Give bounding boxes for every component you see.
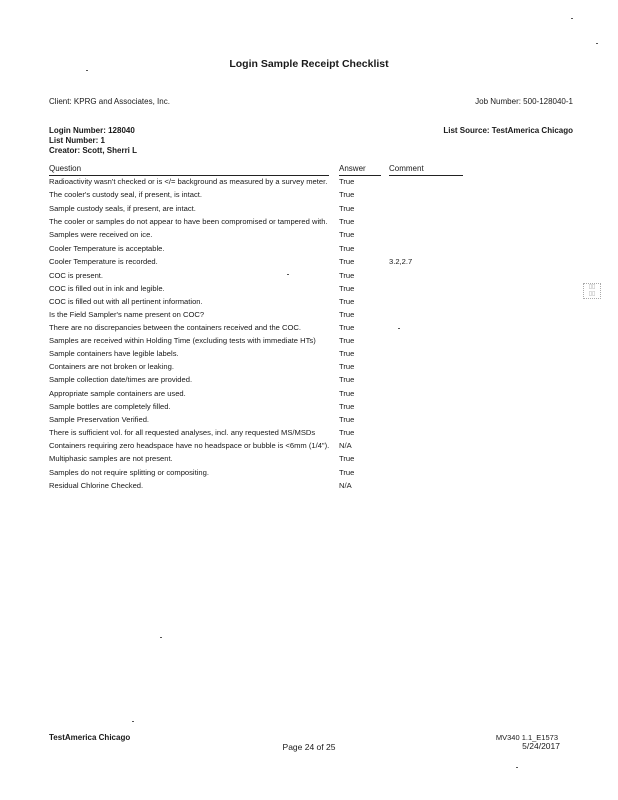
answer-cell: True — [339, 375, 355, 385]
table-row — [49, 350, 463, 359]
question-cell: Sample collection date/times are provided. — [49, 375, 193, 385]
scan-speck-icon — [160, 637, 162, 638]
table-row — [49, 298, 463, 307]
header-rule-question — [49, 175, 329, 176]
question-cell: Containers are not broken or leaking. — [49, 362, 174, 372]
question-cell: The cooler's custody seal, if present, is intact. — [49, 190, 202, 200]
scan-speck-icon — [86, 70, 88, 71]
table-row — [49, 311, 463, 320]
scan-speck-icon — [571, 18, 573, 19]
header-comment: Comment — [389, 164, 424, 173]
table-row — [49, 324, 463, 333]
question-cell: Sample bottles are completely filled. — [49, 401, 171, 411]
question-cell: Sample containers have legible labels. — [49, 349, 179, 359]
table-row — [49, 416, 463, 425]
table-header — [49, 164, 463, 176]
client-name: Client: KPRG and Associates, Inc. — [49, 97, 170, 106]
answer-cell: True — [339, 190, 355, 200]
question-cell: Sample Preservation Verified. — [49, 414, 150, 424]
comment-cell: 3.2,2.7 — [389, 257, 413, 267]
header-answer: Answer — [339, 164, 366, 173]
table-row — [49, 178, 463, 187]
answer-cell: True — [339, 309, 355, 319]
answer-cell: True — [339, 453, 355, 463]
question-cell: Cooler Temperature is recorded. — [49, 257, 158, 267]
answer-cell: True — [339, 362, 355, 372]
question-cell: Residual Chlorine Checked. — [49, 481, 144, 491]
answer-cell: True — [339, 467, 355, 477]
table-row — [49, 258, 463, 267]
scan-mark-icon: ▯▯ ▯▯ — [583, 283, 601, 299]
question-cell: Multiphasic samples are not present. — [49, 453, 173, 463]
question-cell: Appropriate sample containers are used. — [49, 388, 186, 398]
table-row — [49, 363, 463, 372]
scan-speck-icon — [398, 328, 400, 329]
question-cell: COC is present. — [49, 270, 104, 280]
header-rule-comment — [389, 175, 463, 176]
scan-speck-icon — [596, 43, 598, 44]
checklist-table — [49, 178, 463, 496]
footer-meta — [496, 733, 558, 751]
answer-cell: N/A — [339, 481, 352, 491]
answer-cell: True — [339, 270, 355, 280]
answer-cell: True — [339, 283, 355, 293]
page-number: Page 24 of 25 — [282, 742, 336, 752]
question-cell: COC is filled out with all pertinent information. — [49, 296, 203, 306]
answer-cell: True — [339, 401, 355, 411]
table-row — [49, 337, 463, 346]
question-cell: Samples are received within Holding Time (excluding tests with immediate HTs) — [49, 336, 316, 346]
page-title: Login Sample Receipt Checklist — [229, 58, 389, 70]
footer-date: 5/24/2017 — [522, 741, 560, 751]
answer-cell: True — [339, 230, 355, 240]
table-row — [49, 285, 463, 294]
answer-cell: True — [339, 177, 355, 186]
table-row — [49, 482, 463, 491]
login-info — [49, 126, 137, 156]
table-row — [49, 455, 463, 464]
list-number: List Number: 1 — [49, 136, 106, 145]
table-row — [49, 218, 463, 227]
table-row — [49, 245, 463, 254]
answer-cell: True — [339, 323, 355, 333]
answer-cell: True — [339, 296, 355, 306]
table-row — [49, 469, 463, 478]
table-row — [49, 191, 463, 200]
question-cell: Samples were received on ice. — [49, 230, 153, 240]
answer-cell: N/A — [339, 440, 352, 450]
table-row — [49, 442, 463, 451]
table-row — [49, 376, 463, 385]
question-cell: Is the Field Sampler's name present on COC? — [49, 309, 205, 319]
question-cell: Containers requiring zero headspace have no headspace or bubble is <6mm (1/4"). — [49, 440, 330, 450]
question-cell: Sample custody seals, if present, are intact. — [49, 203, 196, 213]
header-question: Question — [49, 164, 82, 173]
question-cell: Cooler Temperature is acceptable. — [49, 243, 165, 253]
question-cell: Samples do not require splitting or compositing. — [49, 467, 209, 477]
footer-lab: TestAmerica Chicago — [49, 733, 131, 742]
table-row — [49, 205, 463, 214]
scan-speck-icon — [132, 721, 134, 722]
question-cell: There are no discrepancies between the containers received and the COC. — [49, 323, 302, 333]
header-rule-answer — [339, 175, 381, 176]
table-row — [49, 403, 463, 412]
list-source: List Source: TestAmerica Chicago — [443, 126, 573, 135]
login-number: Login Number: 128040 — [49, 126, 135, 135]
table-row — [49, 272, 463, 281]
creator: Creator: Scott, Sherri L — [49, 146, 138, 155]
answer-cell: True — [339, 243, 355, 253]
question-cell: The cooler or samples do not appear to have been compromised or tampered with. — [49, 217, 328, 227]
scan-speck-icon — [287, 274, 289, 275]
table-row — [49, 429, 463, 438]
table-row — [49, 390, 463, 399]
answer-cell: True — [339, 427, 355, 437]
scan-speck-icon — [516, 767, 518, 768]
question-cell: There is sufficient vol. for all requested analyses, incl. any requested MS/MSDs — [49, 427, 316, 437]
answer-cell: True — [339, 388, 355, 398]
footer-code: MV340 1.1_E1573 — [495, 733, 558, 742]
answer-cell: True — [339, 217, 355, 227]
question-cell: COC is filled out in ink and legible. — [49, 283, 165, 293]
answer-cell: True — [339, 203, 355, 213]
answer-cell: True — [339, 336, 355, 346]
table-row — [49, 231, 463, 240]
job-number: Job Number: 500-128040-1 — [475, 97, 573, 106]
question-cell: Radioactivity wasn't checked or is </= background as measured by a survey meter. — [49, 177, 328, 186]
answer-cell: True — [339, 349, 355, 359]
answer-cell: True — [339, 257, 355, 267]
answer-cell: True — [339, 414, 355, 424]
